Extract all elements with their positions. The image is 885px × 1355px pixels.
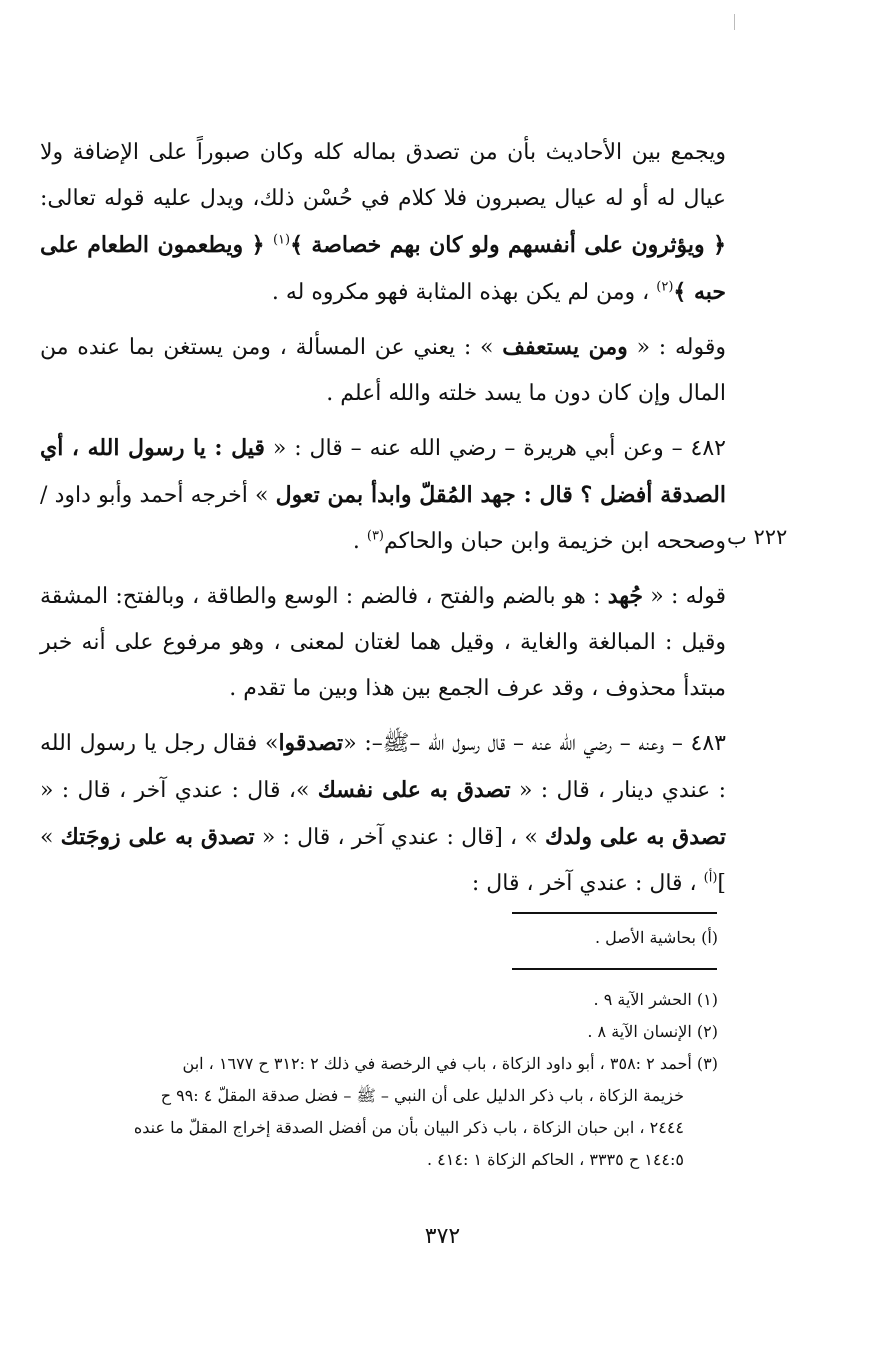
hadith-text: تصدقوا	[278, 730, 344, 756]
bold-term: جُهد	[607, 583, 643, 609]
text: » ]	[40, 825, 726, 896]
text: ، ومن لم يكن بهذه المثابة فهو مكروه له .	[271, 280, 657, 305]
footnote-line: (أ) بحاشية الأصل .	[594, 928, 718, 947]
text: ٤٨٣ – وعنه – رضي الله عنه – قال رسول الله –ﷺ–: «	[343, 731, 726, 756]
hadith-483	[40, 720, 726, 907]
quran-quote: ﴿ ويؤثرون على أنفسهم ولو كان بهم خصاصة ﴾	[290, 232, 726, 258]
text: ويجمع بين الأحاديث بأن من تصدق بماله كله وكان صبوراً على الإضافة ولا عيال له أو له عيال يصبرون فلا كلام في حُسْن ذلك، ويدل عليه قوله تعالى:	[40, 140, 726, 211]
page-number: ٣٧٢	[424, 1224, 461, 1249]
footnote-ref: (١)	[272, 232, 291, 248]
hadith-text: تصدق به على زوجَتك	[60, 824, 255, 850]
hadith-text: تصدق به على نفسك	[317, 777, 511, 803]
footnote-divider	[512, 912, 717, 914]
text: » فقال رجل يا رسول الله : عندي دينار ، قال : «	[40, 731, 726, 803]
footnote-divider	[512, 968, 717, 970]
paragraph-4	[40, 573, 726, 712]
footnote-line: (٣) أحمد ٢ :٣٥٨ ، أبو داود الزكاة ، باب في الرخصة في ذلك ٢ :٣١٢ ح ١٦٧٧ ، ابن	[182, 1054, 718, 1073]
text: ٤٨٢ – وعن أبي هريرة – رضي الله عنه – قال : «	[264, 436, 726, 461]
text: » أخرجه أحمد وأبو داود / وصححه ابن خزيمة وابن حبان والحاكم	[40, 483, 726, 554]
text: » ، [قال : عندي آخر ، قال : «	[254, 825, 545, 850]
footnote-line: (١) الحشر الآية ٩ .	[593, 990, 718, 1009]
manuscript-folio-ref: ٢٢٢ ب	[727, 525, 788, 549]
footnote-line: ١٤٤:٥ ح ٣٣٣٥ ، الحاكم الزكاة ١ :٤١٤ .	[427, 1150, 684, 1169]
footnote-line: ٢٤٤٤ ، ابن حبان الزكاة ، باب ذكر البيان بأن من أفضل الصدقة إخراج المقلّ ما عنده	[133, 1118, 684, 1137]
bold-term: ومن يستعفف	[502, 334, 628, 360]
text: : هو بالضم والفتح ، فالضم : الوسع والطاقة ، وبالفتح: المشقة وقيل : المبالغة والغاية ، وقيل هما لغتان لمعنى ، وهو مرفوع على أنه خبر مبتدأ محذوف ، وقد عرف الجمع بين هذا وبين ما تقدم .	[40, 584, 726, 701]
paragraph-2	[40, 324, 726, 417]
footnote-variant	[48, 922, 718, 954]
footnote-ref: (٢)	[656, 279, 674, 295]
hadith-482	[40, 425, 726, 565]
hadith-text: تصدق به على ولدك	[544, 824, 726, 850]
footnote-ref: (٣)	[366, 528, 384, 544]
text: .	[352, 529, 367, 554]
text: » : يعني عن المسألة ، ومن يستغن بما عنده من المال وإن كان دون ما يسد خلته والله أعلم .	[40, 335, 726, 406]
footnotes	[48, 984, 718, 1176]
paragraph-1	[40, 130, 726, 316]
hadith-text: قيل : يا رسول الله ، أي الصدقة أفضل ؟ قال : جهد المُقلّ وابدأ بمن تعول	[40, 435, 726, 508]
text: ، قال : عندي آخر ، قال :	[471, 871, 704, 896]
footnote-line: (٢) الإنسان الآية ٨ .	[587, 1022, 718, 1041]
quran-quote: ﴿ ويطعمون الطعام على حبه ﴾	[40, 232, 726, 305]
main-text	[40, 130, 726, 915]
corner-crop-mark	[734, 14, 735, 30]
text: وقوله : «	[627, 335, 727, 360]
text: »، قال : عندي آخر ، قال : «	[40, 778, 318, 803]
text: قوله : «	[643, 584, 726, 609]
footnote-line: خزيمة الزكاة ، باب ذكر الدليل على أن النبي – ﷺ – فضل صدقة المقلّ ٤ :٩٩ ح	[160, 1086, 684, 1105]
footnote-ref: (أ)	[703, 870, 718, 886]
